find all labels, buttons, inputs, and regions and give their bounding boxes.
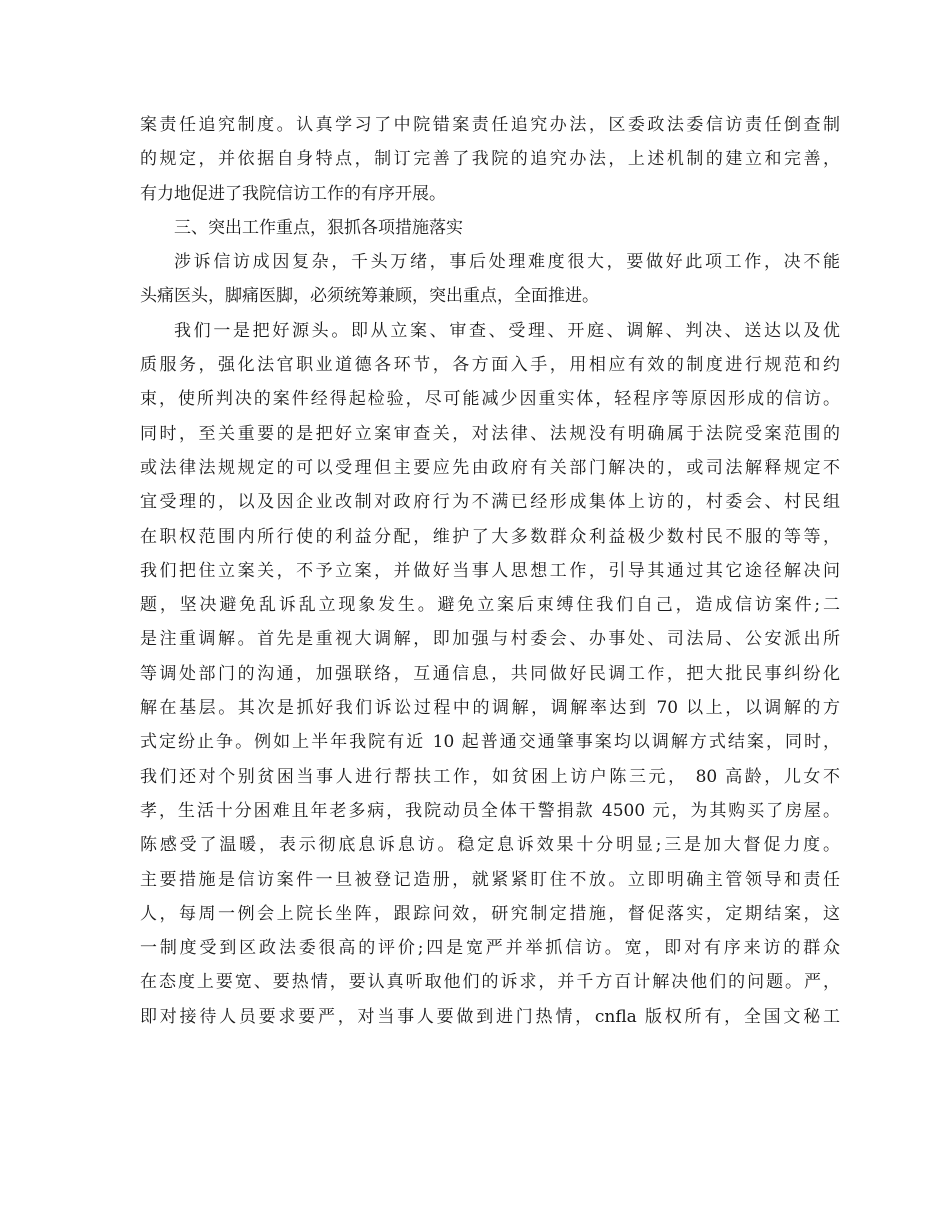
text-line: 案责任追究制度。认真学习了中院错案责任追究办法，区委政法委信访责任倒查制 (140, 115, 840, 135)
text-line: 主要措施是信访案件一旦被登记造册，就紧紧盯住不放。立即明确主管领导和责任 (140, 869, 840, 890)
text-line: 我们把住立案关，不予立案，并做好当事人思想工作，引导其通过其它途径解决问 (140, 560, 840, 581)
text-line: 我们还对个别贫困当事人进行帮扶工作，如贫困上访户陈三元， 80 高龄，儿女不 (140, 766, 840, 787)
text-line: 即对接待人员要求要严，对当事人要做到进门热情，cnfla 版权所有，全国文秘工 (140, 1006, 840, 1027)
text-line: 束，使所判决的案件经得起检验，尽可能减少因重实体，轻程序等原因形成的信访。 (140, 389, 840, 410)
text-line: 孝，生活十分困难且年老多病，我院动员全体干警捐款 4500 元，为其购买了房屋。 (140, 800, 840, 821)
text-line: 题，坚决避免乱诉乱立现象发生。避免立案后束缚住我们自己，造成信访案件;二 (140, 595, 840, 616)
text-line: 或法律法规规定的可以受理但主要应先由政府有关部门解决的，或司法解释规定不 (140, 457, 840, 478)
text-line: 在态度上要宽、要热情，要认真听取他们的诉求，并千方百计解决他们的问题。严， (140, 972, 840, 993)
text-line: 一制度受到区政法委很高的评价;四是宽严并举抓信访。宽，即对有序来访的群众 (140, 938, 840, 959)
text-line: 在职权范围内所行使的利益分配，维护了大多数群众利益极少数村民不服的等等， (140, 526, 840, 547)
text-line: 的规定，并依据自身特点，制订完善了我院的追究办法，上述机制的建立和完善， (140, 149, 840, 170)
text-line: 解在基层。其次是抓好我们诉讼过程中的调解，调解率达到 70 以上，以调解的方 (140, 698, 840, 719)
text-line: 我们一是把好源头。即从立案、审查、受理、开庭、调解、判决、送达以及优 (174, 320, 840, 341)
document-body (140, 108, 840, 1034)
text-line: 陈感受了温暖，表示彻底息诉息访。稳定息诉效果十分明显;三是加大督促力度。 (140, 835, 840, 856)
text-line: 有力地促进了我院信访工作的有序开展。 (140, 183, 446, 204)
text-line: 宜受理的，以及因企业改制对政府行为不满已经形成集体上访的，村委会、村民组 (140, 492, 840, 513)
text-line: 等调处部门的沟通，加强联络，互通信息，共同做好民调工作，把大批民事纠纷化 (140, 663, 840, 684)
text-line: 同时，至关重要的是把好立案审查关，对法律、法规没有明确属于法院受案范围的 (140, 423, 840, 444)
text-line: 三、突出工作重点，狠抓各项措施落实 (174, 217, 463, 238)
text-line: 涉诉信访成因复杂，千头万绪，事后处理难度很大，要做好此项工作，决不能 (174, 252, 840, 273)
text-line: 式定纷止争。例如上半年我院有近 10 起普通交通肇事案均以调解方式结案，同时， (140, 732, 840, 753)
text-line: 人，每周一例会上院长坐阵，跟踪问效，研究制定措施，督促落实，定期结案，这 (140, 903, 840, 924)
text-line: 质服务，强化法官职业道德各环节，各方面入手，用相应有效的制度进行规范和约 (140, 355, 840, 376)
text-line: 头痛医头，脚痛医脚，必须统筹兼顾，突出重点，全面推进。 (140, 286, 599, 307)
text-line: 是注重调解。首先是重视大调解，即加强与村委会、办事处、司法局、公安派出所 (140, 629, 840, 650)
